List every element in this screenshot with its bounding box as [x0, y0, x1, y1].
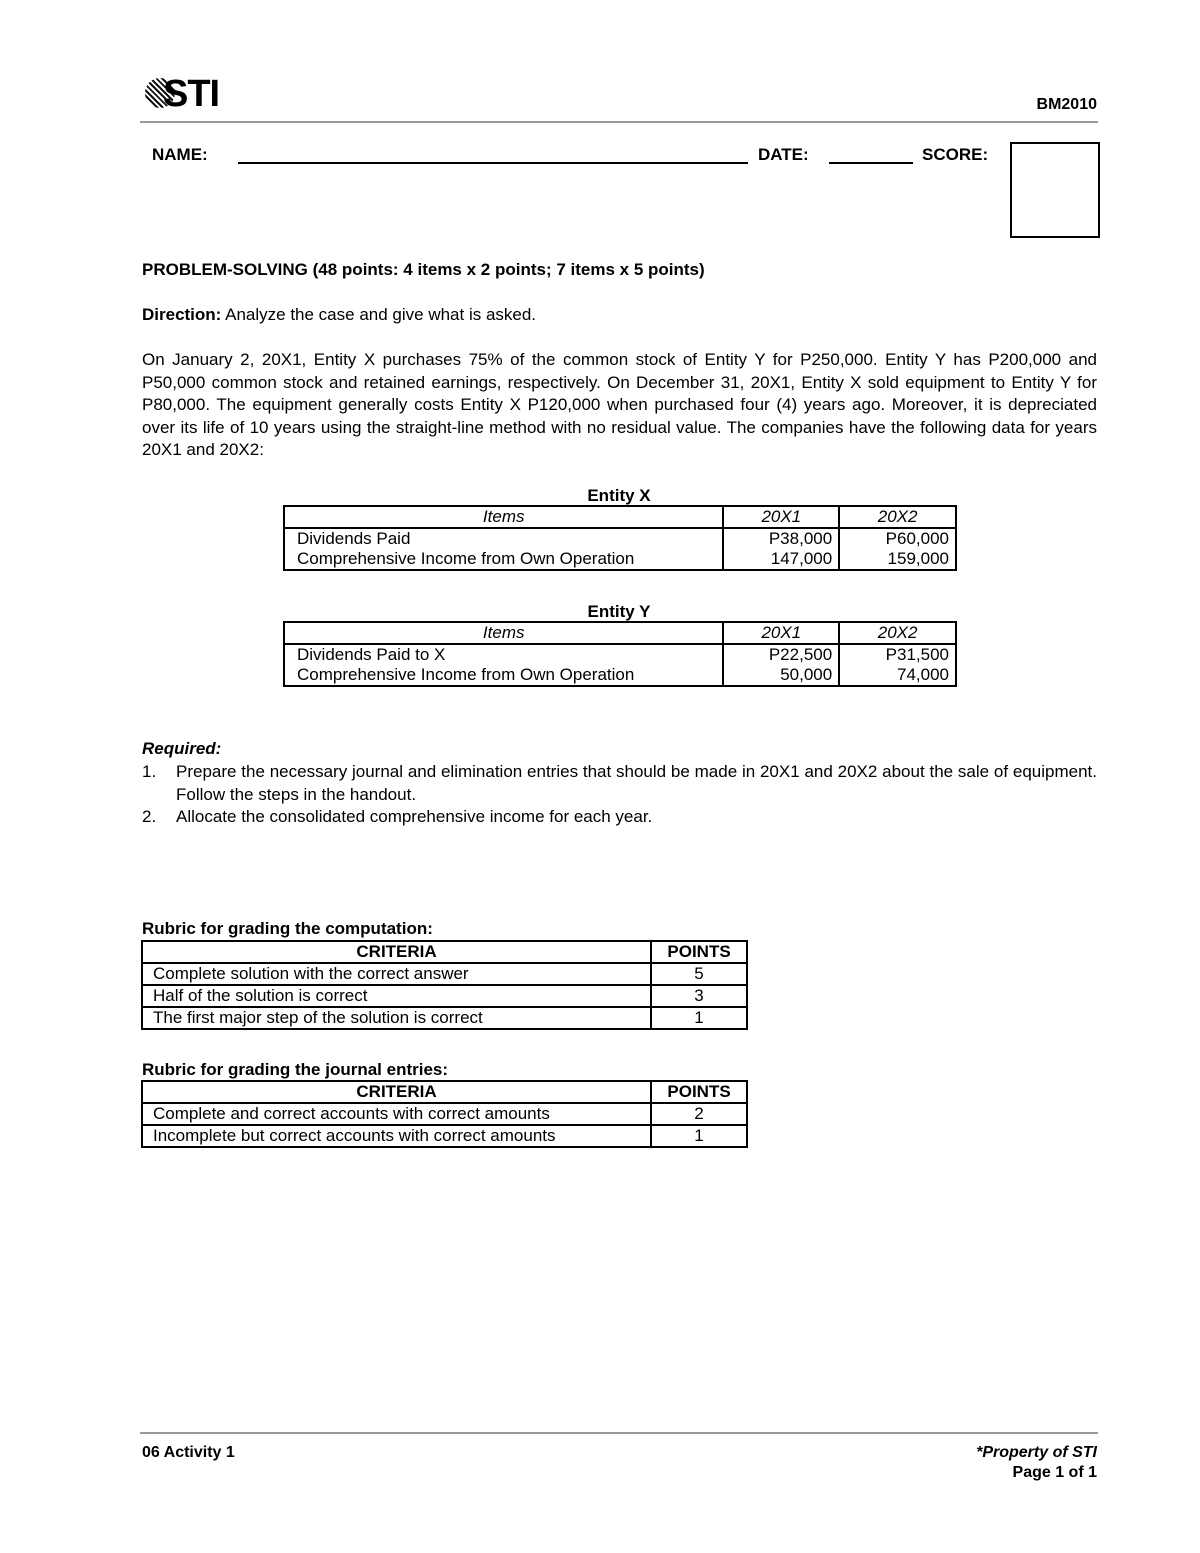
table-cell: 50,000 — [723, 665, 839, 686]
table-cell: 147,000 — [723, 549, 839, 570]
footer-rule — [140, 1432, 1098, 1434]
table-cell: 1 — [651, 1007, 747, 1029]
list-number: 2. — [142, 807, 157, 826]
column-header: 20X1 — [723, 622, 839, 644]
sti-logo — [145, 72, 235, 116]
table-cell: Half of the solution is correct — [142, 985, 651, 1007]
name-label: NAME: — [152, 145, 208, 164]
table-header-row — [142, 1081, 747, 1103]
table-row — [142, 1007, 747, 1029]
table-cell: The first major step of the solution is correct — [142, 1007, 651, 1029]
column-header: POINTS — [651, 941, 747, 963]
table-cell: 3 — [651, 985, 747, 1007]
column-header: POINTS — [651, 1081, 747, 1103]
table-cell: Complete and correct accounts with correct amounts — [142, 1103, 651, 1125]
column-header: CRITERIA — [142, 941, 651, 963]
table-cell: Complete solution with the correct answer — [142, 963, 651, 985]
rubric-journal-table — [141, 1080, 748, 1148]
direction-text: Analyze the case and give what is asked. — [221, 305, 537, 324]
list-item — [142, 806, 1097, 829]
table-header-row — [284, 506, 956, 528]
score-label: SCORE: — [922, 145, 989, 164]
table-cell: P22,500 — [723, 644, 839, 665]
table-row — [142, 963, 747, 985]
table-cell: Dividends Paid to X — [284, 644, 723, 665]
entity-y-table — [283, 621, 957, 687]
column-header: 20X1 — [723, 506, 839, 528]
rubric-computation-title: Rubric for grading the computation: — [142, 919, 433, 938]
footer-property: *Property of STI — [976, 1444, 1097, 1461]
table-cell: 159,000 — [839, 549, 956, 570]
course-code: BM2010 — [1036, 96, 1097, 113]
table-row — [142, 985, 747, 1007]
table-row — [284, 549, 956, 570]
column-header: 20X2 — [839, 506, 956, 528]
table-header-row — [284, 622, 956, 644]
column-header: Items — [284, 622, 723, 644]
column-header: Items — [284, 506, 723, 528]
rubric-journal-title: Rubric for grading the journal entries: — [142, 1060, 449, 1079]
page-number: Page 1 of 1 — [1012, 1464, 1097, 1481]
rubric-computation-table — [141, 940, 748, 1030]
column-header: 20X2 — [839, 622, 956, 644]
column-header: CRITERIA — [142, 1081, 651, 1103]
list-item — [142, 761, 1097, 806]
table-cell: 1 — [651, 1125, 747, 1147]
list-text: Allocate the consolidated comprehensive income for each year. — [176, 807, 653, 826]
section-title: PROBLEM-SOLVING (48 points: 4 items x 2 points; 7 items x 5 points) — [142, 260, 705, 279]
table-cell: 5 — [651, 963, 747, 985]
table-cell: P38,000 — [723, 528, 839, 549]
required-label: Required: — [142, 739, 222, 758]
table-cell: 2 — [651, 1103, 747, 1125]
list-text: Prepare the necessary journal and elimination entries that should be made in 20X1 and 20X2 about the sale of equipment. Follow the steps in the handout. — [176, 762, 1097, 804]
entity-x-table — [283, 505, 957, 571]
case-paragraph: On January 2, 20X1, Entity X purchases 75% of the common stock of Entity Y for P250,000. Entity Y has P200,000 and P50,000 common stock and retained earnings, respectively. On December 31, 20X1, Entity X sold equipment to Entity Y for P80,000. The equipment generally costs Entity X P120,000 when purchased four (4) years ago. Moreover, it is depreciated over its life of 10 years using the straight-line method with no residual value. The companies have the following data for years 20X1 and 20X2: — [142, 350, 1097, 459]
entity-y-title: Entity Y — [587, 602, 651, 621]
table-cell: Comprehensive Income from Own Operation — [284, 665, 723, 686]
table-cell: Incomplete but correct accounts with correct amounts — [142, 1125, 651, 1147]
date-field[interactable] — [829, 162, 913, 164]
table-row — [142, 1103, 747, 1125]
required-list — [142, 761, 1097, 829]
direction — [142, 304, 1097, 327]
table-row — [284, 665, 956, 686]
table-header-row — [142, 941, 747, 963]
score-box[interactable] — [1010, 142, 1100, 238]
table-cell: Dividends Paid — [284, 528, 723, 549]
table-row — [284, 528, 956, 549]
table-row — [284, 644, 956, 665]
table-cell: 74,000 — [839, 665, 956, 686]
name-field[interactable] — [238, 162, 748, 164]
list-number: 1. — [142, 762, 157, 781]
date-label: DATE: — [758, 145, 809, 164]
logo-text: STI — [163, 73, 220, 115]
table-cell: P31,500 — [839, 644, 956, 665]
table-cell: Comprehensive Income from Own Operation — [284, 549, 723, 570]
table-row — [142, 1125, 747, 1147]
header-rule — [140, 121, 1098, 123]
entity-x-title: Entity X — [587, 486, 651, 505]
direction-label: Direction: — [142, 305, 222, 324]
table-cell: P60,000 — [839, 528, 956, 549]
footer-left: 06 Activity 1 — [142, 1444, 235, 1461]
